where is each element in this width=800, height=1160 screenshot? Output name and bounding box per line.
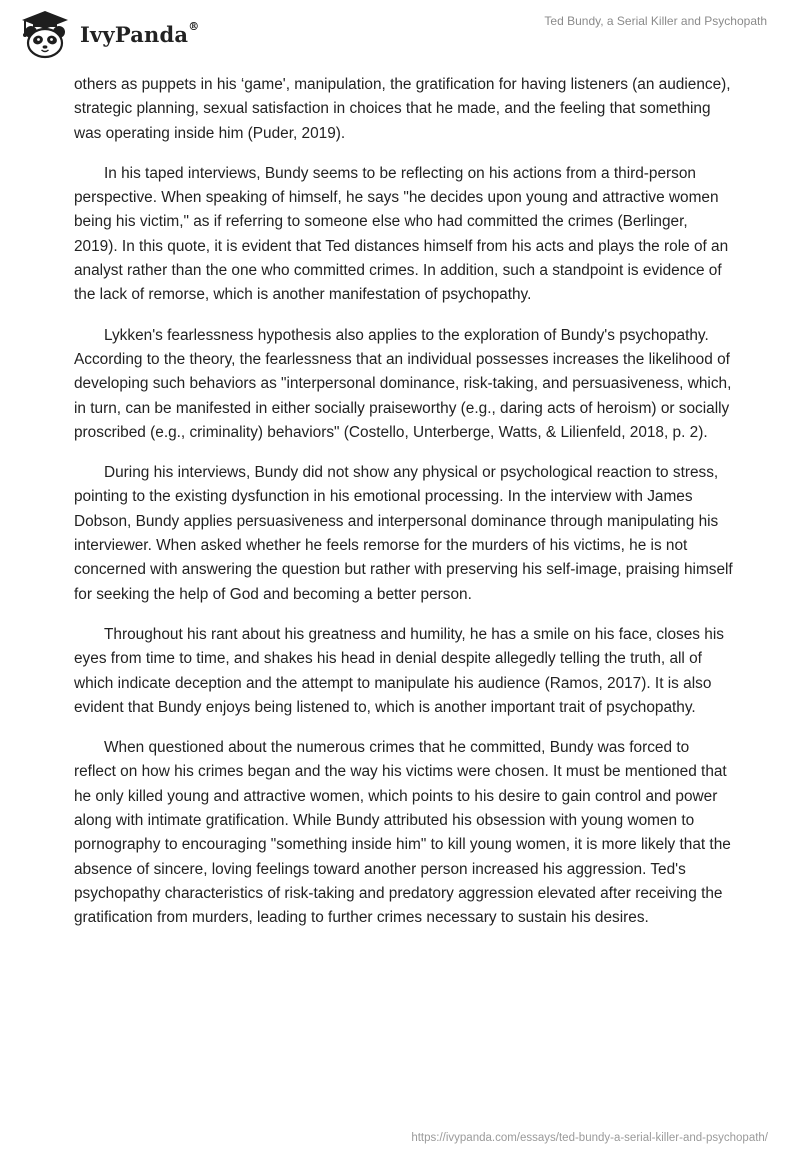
document-title: Ted Bundy, a Serial Killer and Psychopath xyxy=(544,14,767,28)
paragraph: Lykken's fearlessness hypothesis also applies to the exploration of Bundy's psychopathy. According to the theory, the fearlessness that an individual possesses increases the likelihood of developing such behaviors as "interpersonal dominance, risk-taking, and persuasiveness, which, in turn, can be manifested in either socially praiseworthy (e.g., daring acts of heroism) or socially proscribed (e.g., criminality) behaviors" (Costello, Unterberge, Watts, & Lilienfeld, 2018, p. 2). xyxy=(74,326,732,441)
brand-logo[interactable] xyxy=(16,8,199,60)
source-url-link[interactable]: https://ivypanda.com/essays/ted-bundy-a-serial-killer-and-psychopath/ xyxy=(411,1132,768,1144)
brand-name: IvyPanda® xyxy=(80,19,200,47)
page-header xyxy=(0,0,800,66)
paragraph: Throughout his rant about his greatness and humility, he has a smile on his face, closes his eyes from time to time, and shakes his head in denial despite allegedly telling the truth, all of which indicate deception and the attempt to manipulate his audience (Ramos, 2017). It is also evident that Bundy enjoys being listened to, which is another important trait of psychopathy. xyxy=(74,625,724,716)
panda-logo-icon xyxy=(16,8,74,60)
paragraph: During his interviews, Bundy did not show any physical or psychological reaction to stress, pointing to the existing dysfunction in his emotional processing. In the interview with James Dobson, Bundy applies persuasiveness and interpersonal dominance through manipulating his interviewer. When asked whether he feels remorse for the murders of his victims, he is not concerned with answering the question but rather with preserving his self-image, praising himself for seeking the help of God and becoming a better person. xyxy=(74,464,733,603)
paragraph: others as puppets in his ‘game', manipulation, the gratification for having listeners (an audience), strategic planning, sexual satisfaction in choices that he made, and the feeling that something was operating inside him (Puder, 2019). xyxy=(74,76,731,142)
paragraph: When questioned about the numerous crimes that he committed, Bundy was forced to reflect on how his crimes began and the way his victims were chosen. It must be mentioned that he only killed young and attractive women, which points to his desire to gain control and power along with intimate gratification. While Bundy attributed his obsession with young women to pornography to encouraging "something inside him" to kill young women, it is more likely that the absence of sincere, loving feelings toward another person increased his aggression. Ted's psychopathy characteristics of risk-taking and predatory aggression elevated after receiving the gratification from murders, leading to further crimes necessary to sustain his desires. xyxy=(74,739,731,927)
essay-body xyxy=(74,73,734,947)
paragraph: In his taped interviews, Bundy seems to be reflecting on his actions from a third-person perspective. When speaking of himself, he says "he decides upon young and attractive women being his victim," as if referring to someone else who had committed the crimes (Berlinger, 2019). In this quote, it is evident that Ted distances himself from his acts and plays the role of an analyst rather than the one who committed crimes. In addition, such a standpoint is evidence of the lack of remorse, which is another manifestation of psychopathy. xyxy=(74,164,729,304)
